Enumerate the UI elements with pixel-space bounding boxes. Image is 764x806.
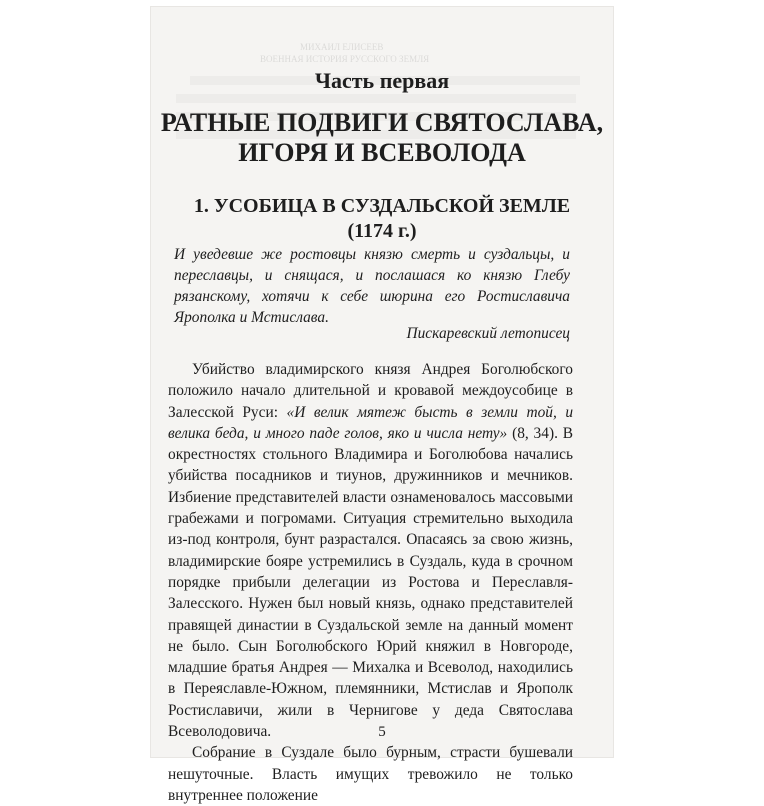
paragraph-text: (8, 34). В окрестностях стольного Владимира и Боголюбова начались убийства посадников и тиунов, дружинников и мечников. Избиение представителей власти ознаменовалось массовыми грабежами и погромами. Ситуация стремительно выходила из-под контроля, бунт разрастался. Опасаясь за свою жизнь, владимирские бояре устремились в Суздаль, куда в срочном порядке прибыли делегации из Ростова и Переславля-Залесского. Нужен был новый князь, однако представителей правящей династии в Суздальской земле на данный момент не было. Сын Боголюбского Юрий княжил в Новгороде, младшие братья Андрея — Михалка и Всеволод, находились в Переяславле-Южном, племянники, Мстислав и Ярополк Ростиславичи, жили в Чернигове у деда Святослава Всеволодовича.: [168, 424, 574, 741]
epigraph-source: Пискаревский летописец: [406, 325, 570, 342]
part-title: Часть первая: [314, 68, 450, 93]
main-title-line-2: ИГОРЯ И ВСЕВОЛОДА: [238, 138, 526, 167]
chronicle-quote: «И велик мятеж бысть в земли той, и велика беда, и много паде голов, яко и числа нету»: [168, 403, 574, 442]
chapter-title-line-2: (1174 г.): [347, 220, 417, 242]
paragraph: [168, 359, 573, 742]
epigraph: И уведевше же ростовцы князю смерть и суздальцы, и переславцы, и снящася, и послашася ко князю Глебу рязанскому, хотячи к себе шюрина его Ростиславича Ярополка и Мстислава.: [174, 246, 570, 326]
chapter-title: [150, 194, 614, 244]
chapter-title-line-1: 1. УСОБИЦА В СУЗДАЛЬСКОЙ ЗЕМЛЕ: [193, 195, 571, 217]
paragraph-text: Убийство владимирского князя Андрея Боголюбского положило начало длительной и кровавой междоусобице в Залесской Руси:: [168, 361, 573, 421]
ghost-header-line-1: МИХАИЛ ЕЛИСЕЕВ: [300, 42, 384, 52]
ghost-header-line-2: ВОЕННАЯ ИСТОРИЯ РУССКОГО ЗЕМЛЯ: [260, 54, 430, 64]
main-title: [150, 108, 614, 168]
book-page: [150, 6, 614, 804]
paragraph: Собрание в Суздале было бурным, страсти бушевали нешуточные. Власть имущих тревожило не только внутреннее положение: [168, 744, 573, 804]
page-number: 5: [378, 724, 386, 740]
main-title-line-1: РАТНЫЕ ПОДВИГИ СВЯТОСЛАВА,: [160, 108, 604, 137]
ghost-line: [176, 94, 576, 103]
